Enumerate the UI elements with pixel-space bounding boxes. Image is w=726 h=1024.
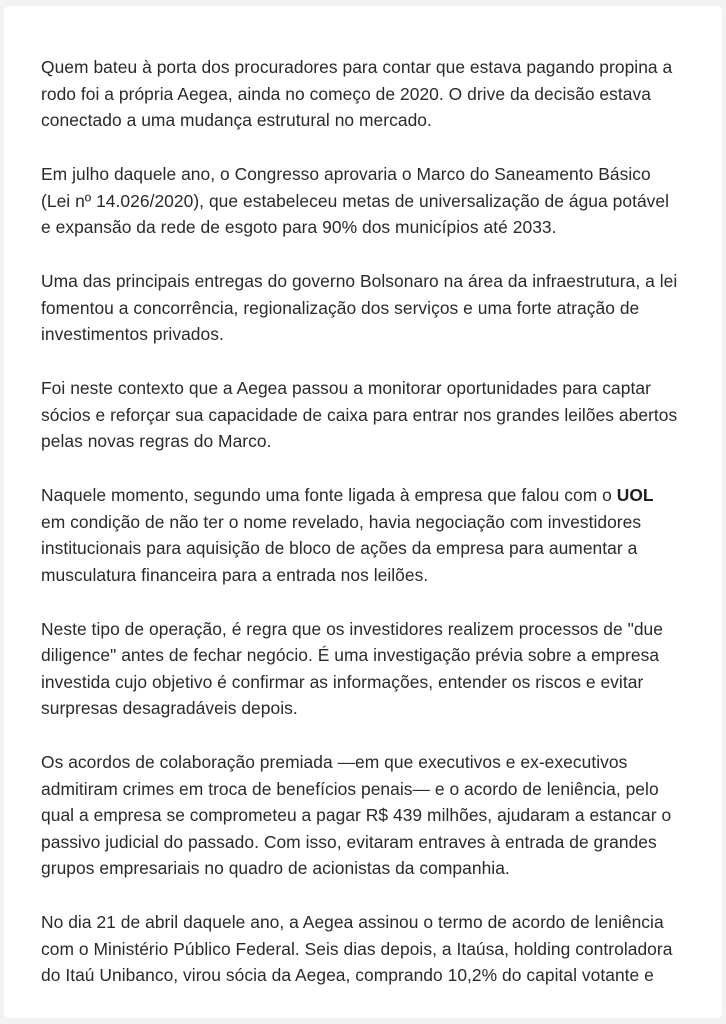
article-page: [4, 6, 722, 1018]
article-paragraph-8: No dia 21 de abril daquele ano, a Aegea assinou o termo de acordo de leniência com o Ministério Público Federal. Seis dias depois, a Itaúsa, holding controladora do Itaú Unibanco, virou sócia da Aegea, comprando 10,2% do capital votante e: [41, 912, 673, 985]
article-paragraph-2: Em julho daquele ano, o Congresso aprovaria o Marco do Saneamento Básico (Lei nº 14.026/2020), que estabeleceu metas de universalização de água potável e expansão da rede de esgoto para 90% dos municípios até 2033.: [41, 164, 670, 237]
article-paragraph-5: [41, 482, 681, 588]
article-paragraph-1: Quem bateu à porta dos procuradores para contar que estava pagando propina a rodo foi a própria Aegea, ainda no começo de 2020. O drive da decisão estava conectado a uma mudança estrutural no mercado.: [41, 57, 673, 130]
uol-source-mention: UOL: [616, 485, 654, 505]
paragraph-text: em condição de não ter o nome revelado, havia negociação com investidores institucionais para aquisição de bloco de ações da empresa para aumentar a musculatura financeira para a entrada nos leilões.: [41, 511, 642, 585]
paragraph-text: Naquele momento, segundo uma fonte ligada à empresa que falou com o: [41, 485, 617, 505]
article-paragraph-3: Uma das principais entregas do governo Bolsonaro na área da infraestrutura, a lei fomentou a concorrência, regionalização dos serviços e uma forte atração de investimentos privados.: [41, 271, 678, 344]
article-paragraph-7: Os acordos de colaboração premiada —em que executivos e ex-executivos admitiram crimes em troca de benefícios penais— e o acordo de leniência, pelo qual a empresa se comprometeu a pagar R$ 439 milhões, ajudaram a estancar o passivo judicial do passado. Com isso, evitaram entraves à entrada de grandes grupos empresariais no quadro de acionistas da companhia.: [41, 752, 672, 878]
article-paragraph-4: Foi neste contexto que a Aegea passou a monitorar oportunidades para captar sócios e reforçar sua capacidade de caixa para entrar nos grandes leilões abertos pelas novas regras do Marco.: [41, 378, 678, 451]
article-body: [41, 54, 681, 1016]
article-paragraph-6: Neste tipo de operação, é regra que os investidores realizem processos de "due diligence" antes de fechar negócio. É uma investigação prévia sobre a empresa investida cujo objetivo é confirmar as informações, entender os riscos e evitar surpresas desagradáveis depois.: [41, 618, 663, 718]
